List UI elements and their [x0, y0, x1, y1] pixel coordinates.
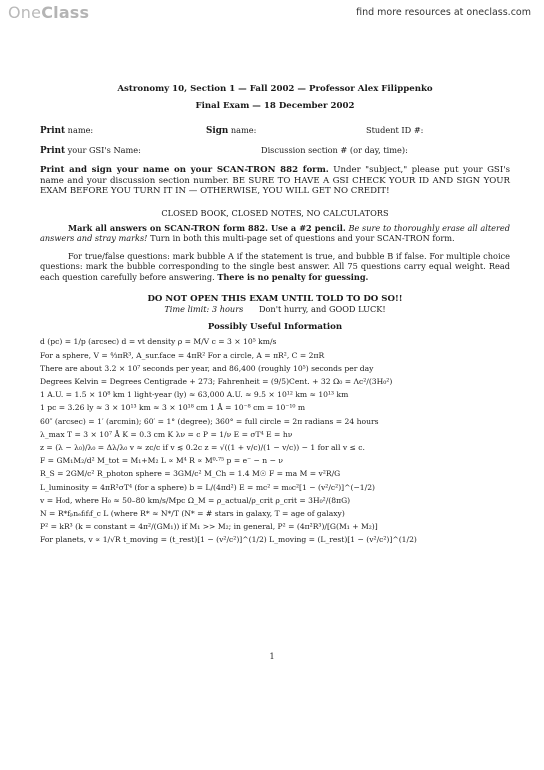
equation-line: There are about 3.2 × 10⁷ seconds per year, and 86,400 (roughly 10⁵) seconds per day [40, 363, 374, 373]
mark-italic: Be sure to thoroughly erase all altered answers and stray marks! [40, 222, 510, 244]
equation-line: v = H₀d, where H₀ ≈ 50–80 km/s/Mpc Ω_M = ρ_actual/ρ_crit ρ_crit = 3H₀²/(8πG) [40, 495, 351, 505]
equation-line: 1 pc = 3.26 ly ≈ 3 × 10¹³ km ≈ 3 × 10¹⁸ cm 1 Å = 10⁻⁸ cm = 10⁻¹⁰ m [40, 403, 306, 413]
equation-line: For a sphere, V = ⁴⁄₃πR³, A_sur.face = 4πR² For a circle, A = πR², C = 2πR [40, 350, 325, 360]
student-id-label: Student ID #: [366, 125, 424, 136]
equation-line: N = R*fₚnₑfₗfᵢf_c L (where R* ≈ N*/T (N* = # stars in galaxy, T = age of galaxy) [40, 508, 345, 518]
equation-line: For planets, v ∝ 1/√R t_moving = (t_rest)[1 − (v²/c²)]^(1/2) L_moving = (L_rest)[1 − (v²/c²)]^(1/2) [40, 535, 417, 545]
scantron-bold: Print and sign your name on your SCAN-TRON 882 form. [40, 165, 329, 176]
equation-line: d (pc) = 1/p (arcsec) d = vt density ρ = M/V c = 3 × 10⁵ km/s [40, 337, 277, 347]
closed-book-notice: CLOSED BOOK, CLOSED NOTES, NO CALCULATORS [161, 207, 389, 218]
equation-line: R_S = 2GM/c² R_photon sphere = 3GM/c² M_Ch = 1.4 M☉ F = ma M = v²R/G [40, 469, 341, 479]
equation-line: λ_max T = 3 × 10⁷ Å K = 0.3 cm K λν = c P = 1/ν E = σT⁴ E = hν [40, 429, 293, 439]
equation-line: 1 A.U. = 1.5 × 10⁸ km 1 light-year (ly) ≈ 63,000 A.U. ≈ 9.5 × 10¹² km ≈ 10¹³ km [40, 390, 349, 400]
sign-name-label: name: [230, 125, 257, 136]
oneclass-logo[interactable] [8, 3, 89, 22]
sign-label: Sign [206, 126, 229, 137]
equations-block [40, 337, 510, 545]
field-row-name [40, 125, 510, 137]
do-not-open-notice: DO NOT OPEN THIS EXAM UNTIL TOLD TO DO SO!! [147, 293, 403, 304]
name-label: name: [67, 125, 94, 136]
resources-link[interactable]: find more resources at oneclass.com [356, 7, 531, 18]
equation-line: 60″ (arcsec) = 1′ (arcmin); 60′ = 1° (degree); 360° = full circle = 2π radians = 24 hours [40, 416, 379, 426]
question-instructions [40, 251, 510, 283]
time-limit-line [40, 304, 510, 315]
exam-title: Astronomy 10, Section 1 — Fall 2002 — Professor Alex Filippenko [117, 84, 433, 94]
penalty-bold: There is no penalty for guessing. [217, 271, 369, 282]
name-fields [40, 125, 510, 157]
mark-bold: Mark all answers on SCAN-TRON form 882. Use a #2 pencil. [68, 222, 346, 233]
print-label: Print [40, 126, 66, 137]
section-label: Discussion section # (or day, time): [261, 145, 408, 156]
logo-suffix: Class [41, 3, 90, 22]
equation-line: z = (λ − λ₀)/λ₀ = Δλ/λ₀ v ≈ zc/c if v ≲ 0.2c z = √((1 + v/c)/(1 − v/c)) − 1 for all v ≤ c. [40, 442, 365, 452]
field-row-gsi [40, 145, 510, 157]
equation-line: P² = kR³ (k = constant = 4π²/(GM₁)) if M₁ >> M₂; in general, P² = (4π²R³)/[G(M₁ + M₂)] [40, 522, 378, 532]
time-limit: Time limit: 3 hours [164, 304, 244, 315]
equation-line: Degrees Kelvin = Degrees Centigrade + 273; Fahrenheit = (9/5)Cent. + 32 Ω₀ = Λc²/(3H₀²) [40, 376, 393, 386]
mark-rest: Turn in both this multi-page set of questions and your SCAN-TRON form. [150, 233, 455, 244]
print-gsi-label: Print [40, 146, 66, 157]
logo-prefix: One [8, 3, 42, 22]
scantron-instructions [40, 165, 510, 197]
page-number: 1 [269, 652, 275, 661]
exam-document [40, 84, 510, 546]
scantron-rest: Under "subject," please put your GSI's name and your discussion section number. BE SURE TO HAVE A GSI CHECK YOUR ID AND SIGN YOUR EXAM BEFORE YOU TURN IT IN — OTHERWISE, YOU WILL GET NO CREDIT! [40, 165, 510, 197]
gsi-label: your GSI's Name: [67, 145, 141, 156]
good-luck: Don't hurry, and GOOD LUCK! [258, 304, 386, 315]
top-banner [0, 0, 544, 30]
mark-answers-instructions [40, 223, 510, 244]
truefalse-text: For true/false questions: mark bubble A if the statement is true, and bubble B if false. For multiple choice questions: mark the bubble corresponding to the single best answer. All 75 questions carry equal weight. Read each question carefully before answering. [40, 250, 510, 282]
exam-subtitle: Final Exam — 18 December 2002 [195, 100, 355, 111]
equation-line: F = GM₁M₂/d² M_tot = M₁+M₂ L ∝ M⁴ R ∝ M⁰·⁷⁵ p = e⁻ − n − ν [40, 456, 283, 466]
info-heading: Possibly Useful Information [207, 321, 343, 332]
equation-line: L_luminosity = 4πR²σT⁴ (for a sphere) b = L/(4πd²) E = mc² = m₀c²[1 − (v²/c²)]^(−1/2) [40, 482, 375, 492]
